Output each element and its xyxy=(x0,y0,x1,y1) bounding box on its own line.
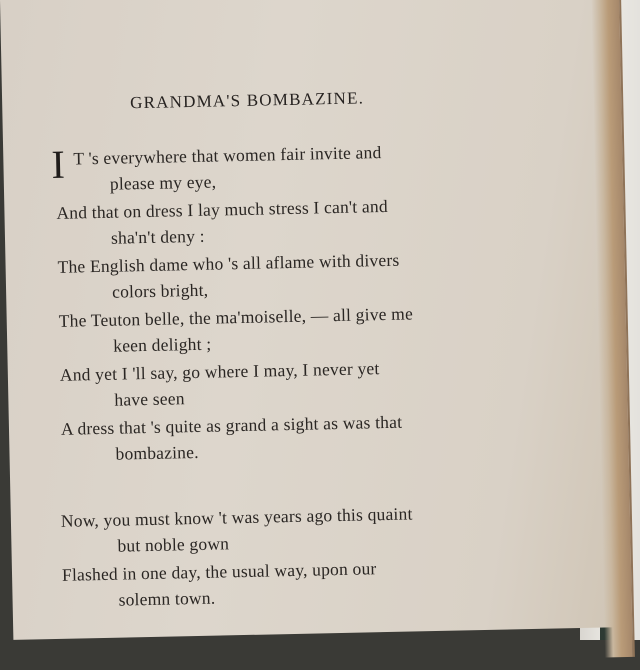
poem-line: have seen xyxy=(114,388,185,410)
poem-line: colors bright, xyxy=(111,279,209,302)
poem-line: And that on dress I lay much stress I can't and xyxy=(56,195,388,223)
poem-line: sha'n't deny : xyxy=(110,225,205,248)
poem-line: The English dame who 's all aflame with divers xyxy=(57,249,400,277)
poem-line: T 's everywhere that women fair invite and xyxy=(73,142,382,169)
poem-line: A dress that 's quite as grand a sight as was that xyxy=(60,411,403,439)
poem-line: but noble gown xyxy=(117,533,230,556)
poem-line: The Teuton belle, the ma'moiselle, — all give me xyxy=(58,303,414,331)
poem-line: Flashed in one day, the usual way, upon our xyxy=(61,558,377,585)
poem-line: please my eye, xyxy=(109,171,217,194)
poem-line: keen delight ; xyxy=(113,333,212,356)
poem-line: Now, you must know 't was years ago this quaint xyxy=(60,503,413,531)
poem-title: GRANDMA'S BOMBAZINE. xyxy=(129,88,365,113)
poem-line: solemn town. xyxy=(118,587,216,610)
poem-line: And yet I 'll say, go where I may, I never yet xyxy=(59,358,380,385)
poem-line: bombazine. xyxy=(115,441,199,464)
drop-cap: I xyxy=(50,141,66,187)
